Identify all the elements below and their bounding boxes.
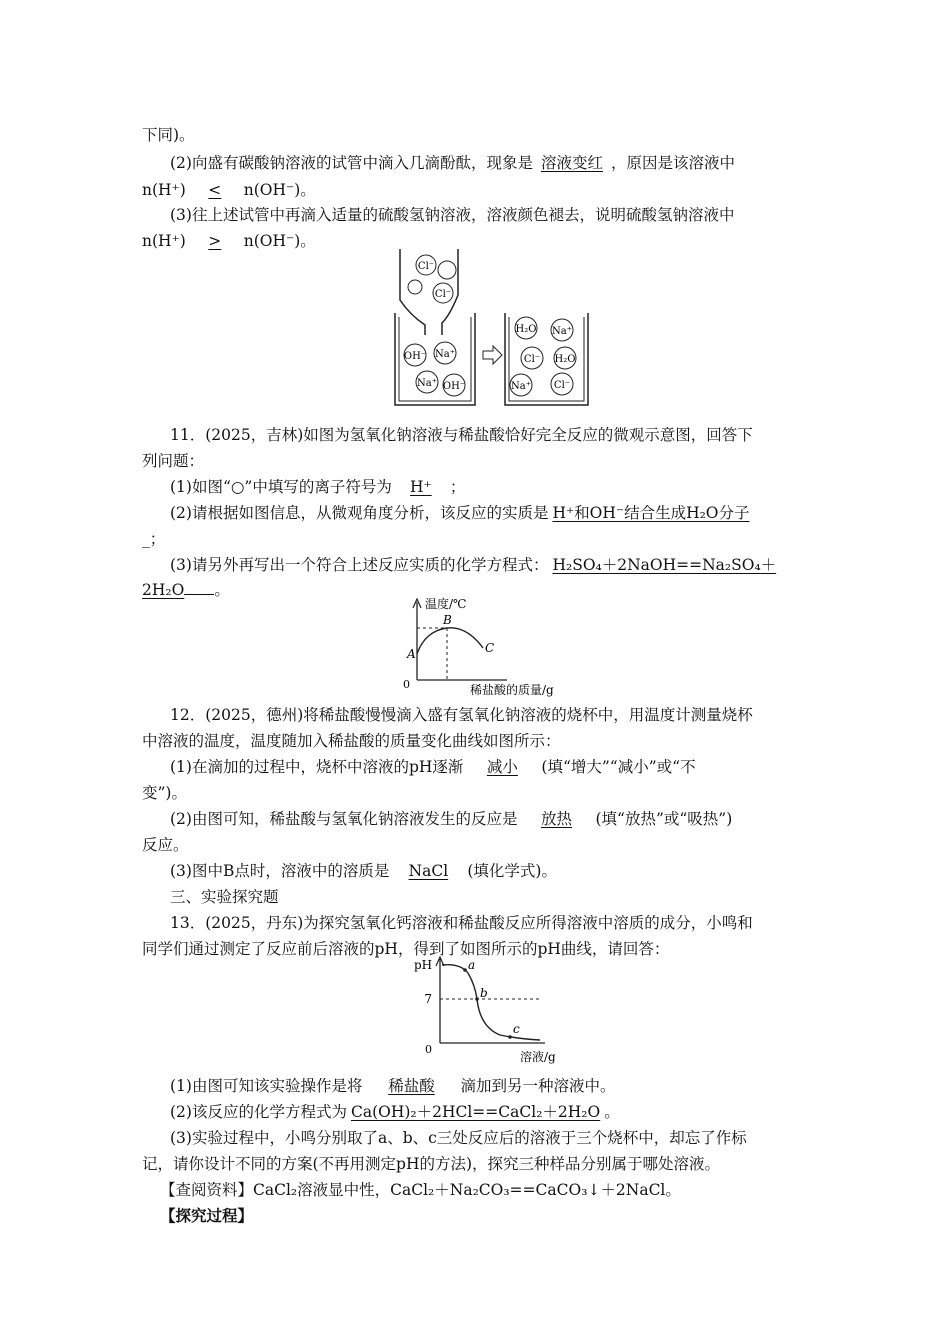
text-line: (1)由图可知该实验操作是将 稀盐酸 滴加到另一种溶液中。 [170,1077,616,1095]
temperature-curve-chart [395,596,595,698]
text-line: (3)实验过程中，小鸣分别取了a、b、c三处反应后的溶液于三个烧杯中，却忘了作标 [170,1129,747,1147]
text-line: 下同)。 [142,126,195,144]
ion-label: H₂O [554,354,576,365]
text-line: (3)请另外再写出一个符合上述反应实质的化学方程式： H₂SO₄＋2NaOH==Na₂SO₄＋ [170,555,780,575]
text-line: 【查阅资料】CaCl₂溶液显中性，CaCl₂＋Na₂CO₃==CaCO₃↓＋2NaCl。 [160,1181,681,1199]
point-label: b [480,986,488,1000]
answer-blank: H⁺ [409,478,432,496]
y-axis-label: 温度/℃ [425,597,467,611]
question-13: 13．(2025，丹东)为探究氢氧化钙溶液和稀盐酸反应所得溶液中溶质的成分，小鸣和 [170,914,753,932]
x-axis-label: 溶液/g [520,1050,556,1064]
question-11: 11．(2025，吉林)如图为氢氧化钠溶液与稀盐酸恰好完全反应的微观示意图，回答下 [170,426,753,444]
y-axis-label: pH [414,958,433,972]
question-12: 12．(2025，德州)将稀盐酸慢慢滴入盛有氢氧化钠溶液的烧杯中，用温度计测量烧杯 [170,706,753,724]
text-line: (1)如图“○”中填写的离子符号为 H⁺ ； [170,478,466,496]
origin-label: 0 [425,1043,432,1056]
text-line: 同学们通过测定了反应前后溶液的pH，得到了如图所示的pH曲线，请回答： [142,940,670,958]
text-line: 记，请你设计不同的方案(不再用测定pH的方法)，探究三种样品分别属于哪处溶液。 [142,1155,721,1173]
x-axis-label: 稀盐酸的质量/g [470,683,554,697]
text-line: 【探究过程】 [160,1206,254,1225]
point-label: C [485,641,495,655]
text-line: 中溶液的温度，温度随加入稀盐酸的质量变化曲线如图所示： [142,732,561,750]
answer-blank: H₂SO₄＋2NaOH==Na₂SO₄＋ [552,556,777,574]
section-heading: 三、实验探究题 [170,888,279,906]
text-line: (1)在滴加的过程中，烧杯中溶液的pH逐渐 减小 (填“增大”“减小”或“不 [170,758,696,776]
text-line: (2)向盛有碳酸钠溶液的试管中滴入几滴酚酞，现象是 溶液变红 ，原因是该溶液中 [170,154,735,172]
answer-blank: < [208,181,222,199]
point-label: B [443,613,452,627]
text-line: (2)由图可知，稀盐酸与氢氧化钠溶液发生的反应是 放热 (填“放热”或“吸热”) [170,810,733,828]
point-label: A [407,647,416,661]
text-line: n(H⁺) < n(OH⁻)。 [142,181,316,199]
ion-label: Na⁺ [552,326,572,337]
text-line: 列问题： [142,452,205,470]
answer-blank: 稀盐酸 [388,1077,435,1095]
ion-label: Cl⁻ [523,354,541,365]
text-line: (2)该反应的化学方程式为 Ca(OH)₂＋2HCl==CaCl₂＋2H₂O 。 [170,1103,620,1121]
ion-label: OH⁻ [442,381,466,392]
answer-blank: 2H₂O [142,581,185,599]
text-line: (2)请根据如图信息，从微观角度分析，该反应的实质是 H⁺和OH⁻结合生成H₂O分子 [170,503,754,523]
answer-blank: 放热 [540,810,572,828]
text-line: (3)图中B点时，溶液中的溶质是 NaCl (填化学式)。 [170,862,557,880]
ph-curve-chart [410,955,570,1067]
answer-blank: 溶液变红 [540,154,603,172]
answer-blank: H⁺和OH⁻结合生成H₂O分子 [552,504,750,522]
ion-label: Na⁺ [435,349,455,360]
ion-label: OH⁻ [403,351,427,362]
ion-label: Na⁺ [417,378,437,389]
text-line: n(H⁺) > n(OH⁻)。 [142,232,316,250]
answer-blank: > [208,232,222,250]
answer-blank: Ca(OH)₂＋2HCl==CaCl₂＋2H₂O [350,1103,601,1121]
ion-label: Cl⁻ [434,289,452,300]
point-label: c [513,1022,520,1036]
text-line: 反应。 [142,836,189,854]
ion-label: Cl⁻ [553,380,571,391]
text-line: 变”)。 [142,784,187,802]
reaction-micro-diagram [390,245,600,410]
ion-label: H₂O [515,324,537,335]
text-line: _； [142,530,166,548]
point-label: a [468,958,476,972]
text-line: 2H₂O 。 [142,581,230,599]
answer-blank: 减小 [486,758,518,776]
answer-blank: NaCl [408,862,449,880]
origin-label: 0 [403,678,410,691]
tick-label: 7 [424,992,432,1006]
ion-label: Cl⁻ [417,261,435,272]
ion-label: Na⁺ [511,381,531,392]
text-line: (3)往上述试管中再滴入适量的硫酸氢钠溶液，溶液颜色褪去，说明硫酸氢钠溶液中 [170,206,735,224]
